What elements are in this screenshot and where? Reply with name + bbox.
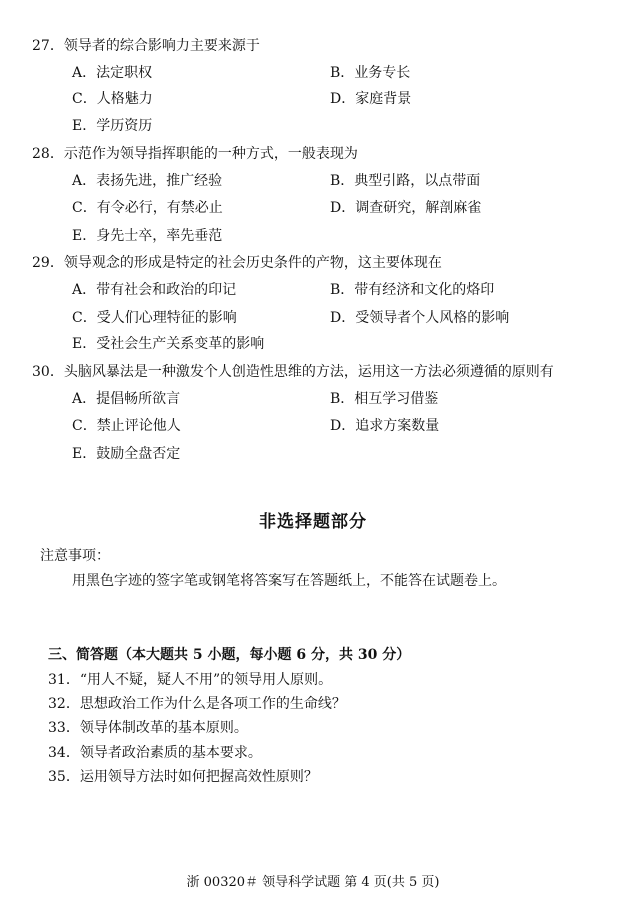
question-29-option-d: D．受领导者个人风格的影响: [330, 310, 510, 326]
question-29-option-b: B．带有经济和文化的烙印: [330, 282, 495, 298]
short-answer-item-32: 32．思想政治工作为什么是各项工作的生命线？: [48, 696, 346, 712]
short-answer-item-33: 33．领导体制改革的基本原则。: [48, 720, 248, 736]
short-answer-header: 三、简答题（本大题共 5 小题，每小题 6 分，共 30 分）: [48, 647, 411, 663]
question-30-stem: 30．头脑风暴法是一种激发个人创造性思维的方法，运用这一方法必须遵循的原则有: [32, 364, 554, 380]
question-28-option-a: A．表扬先进，推广经验: [72, 173, 223, 189]
question-28-option-c: C．有令必行，有禁必止: [72, 200, 223, 216]
question-27-option-d: D．家庭背景: [330, 91, 412, 107]
short-answer-item-35: 35．运用领导方法时如何把握高效性原则？: [48, 769, 318, 785]
question-29-option-c: C．受人们心理特征的影响: [72, 310, 237, 326]
question-29-option-a: A．带有社会和政治的印记: [72, 282, 237, 298]
question-28-option-e: E．身先士卒，率先垂范: [72, 228, 223, 244]
question-30-option-d: D．追求方案数量: [330, 418, 440, 434]
question-27-option-b: B．业务专长: [330, 65, 411, 81]
section-title: 非选择题部分: [259, 512, 367, 532]
question-29-stem: 29．领导观念的形成是特定的社会历史条件的产物，这主要体现在: [32, 255, 442, 271]
question-27-option-a: A．法定职权: [72, 65, 153, 81]
question-28-option-b: B．典型引路，以点带面: [330, 173, 481, 189]
question-27-option-e: E．学历资历: [72, 118, 153, 134]
short-answer-item-31: 31．“用人不疑，疑人不用”的领导用人原则。: [48, 672, 333, 688]
page-footer: 浙 00320＃ 领导科学试题 第 4 页(共 5 页): [186, 875, 440, 890]
question-27-stem: 27．领导者的综合影响力主要来源于: [32, 38, 260, 54]
question-29-option-e: E．受社会生产关系变革的影响: [72, 336, 265, 352]
notice-text: 用黑色字迹的签字笔或钢笔将答案写在答题纸上，不能答在试题卷上。: [72, 573, 506, 589]
question-30-option-b: B．相互学习借鉴: [330, 391, 439, 407]
notice-title: 注意事项：: [40, 548, 110, 564]
question-28-option-d: D．调查研究，解剖麻雀: [330, 200, 482, 216]
question-30-option-e: E．鼓励全盘否定: [72, 446, 181, 462]
question-28-stem: 28．示范作为领导指挥职能的一种方式，一般表现为: [32, 146, 358, 162]
question-30-option-c: C．禁止评论他人: [72, 418, 181, 434]
question-27-option-c: C．人格魅力: [72, 91, 153, 107]
question-30-option-a: A．提倡畅所欲言: [72, 391, 181, 407]
short-answer-item-34: 34．领导者政治素质的基本要求。: [48, 745, 262, 761]
